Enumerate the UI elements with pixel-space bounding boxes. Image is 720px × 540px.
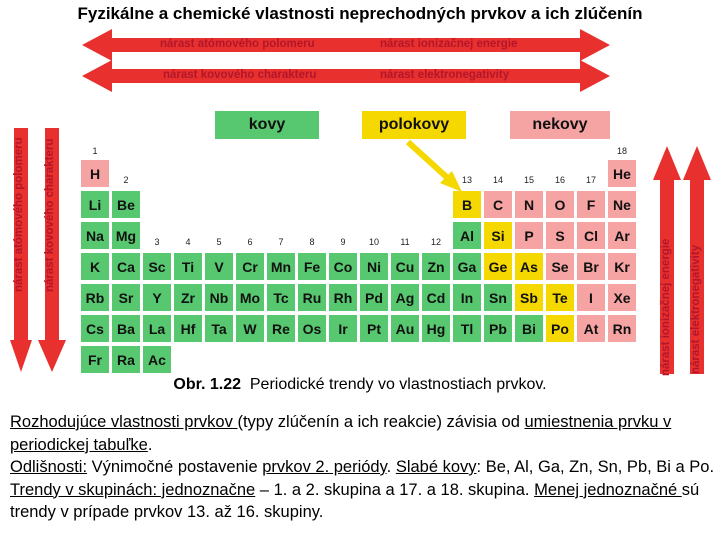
- element-cell: Ni: [360, 253, 388, 280]
- element-cell: V: [205, 253, 233, 280]
- group-number: 13: [461, 175, 472, 185]
- element-cell: Bi: [515, 315, 543, 342]
- text-segment: sú trendy v prípade prvkov 13. až 16. skupiny.: [10, 480, 700, 521]
- text-segment: : Be, Al, Ga, Zn, Sn, Pb, Bi a Po.: [476, 458, 715, 476]
- element-cell: N: [515, 191, 543, 218]
- element-cell: F: [577, 191, 605, 218]
- text-segment: Trendy v skupinách: jednoznačne: [10, 480, 256, 499]
- left-arrow-label-2: nárast kovového charakteru: [44, 138, 56, 292]
- element-cell: Fe: [298, 253, 326, 280]
- left-arrow-2-head: [38, 340, 66, 372]
- element-cell: Mo: [236, 284, 264, 311]
- element-cell: Be: [112, 191, 140, 218]
- element-cell: Br: [577, 253, 605, 280]
- right-arrow-label-2: nárast elektronegativity: [690, 244, 702, 374]
- element-cell: Pt: [360, 315, 388, 342]
- group-number: 11: [400, 237, 410, 247]
- element-cell: Cl: [577, 222, 605, 249]
- element-cell: Ar: [608, 222, 636, 249]
- element-cell: Ca: [112, 253, 140, 280]
- legend-nonmetals: nekovy: [510, 111, 610, 139]
- text-segment: Menej jednoznačné: [534, 480, 682, 499]
- legend-metals: kovy: [215, 111, 319, 139]
- element-cell: Xe: [608, 284, 636, 311]
- element-cell: Rb: [81, 284, 109, 311]
- element-cell: Ra: [112, 346, 140, 373]
- element-cell: Nb: [205, 284, 233, 311]
- element-cell: Mg: [112, 222, 140, 249]
- group-number: 16: [554, 175, 565, 185]
- group-number: 4: [185, 237, 191, 247]
- group-number: 18: [616, 146, 627, 156]
- element-cell: Y: [143, 284, 171, 311]
- element-cell: Sb: [515, 284, 543, 311]
- element-cell: Te: [546, 284, 574, 311]
- element-cell: K: [81, 253, 109, 280]
- right-arrow-1-head: [653, 146, 681, 180]
- text-segment: .: [386, 458, 396, 476]
- element-cell: Au: [391, 315, 419, 342]
- group-number: 5: [216, 237, 222, 247]
- element-cell: P: [515, 222, 543, 249]
- element-cell: Li: [81, 191, 109, 218]
- element-cell: Zn: [422, 253, 450, 280]
- figure-caption: [0, 376, 720, 394]
- group-number: 12: [430, 237, 441, 247]
- element-cell: In: [453, 284, 481, 311]
- group-number: 15: [523, 175, 534, 185]
- right-arrow-label-1: nárast ionizačnej energie: [660, 238, 672, 376]
- text-segment: prvkov 2. periódy: [262, 458, 387, 476]
- element-cell: Sn: [484, 284, 512, 311]
- element-cell: Ta: [205, 315, 233, 342]
- element-cell: As: [515, 253, 543, 280]
- element-cell: Sc: [143, 253, 171, 280]
- element-cell: Hf: [174, 315, 202, 342]
- element-cell: Se: [546, 253, 574, 280]
- group-number: 14: [492, 175, 503, 185]
- element-cell: Re: [267, 315, 295, 342]
- left-arrow-label-1: nárast atómového polomeru: [13, 137, 25, 292]
- arrow-label-metallic-character: nárast kovového charakteru: [163, 69, 317, 81]
- metalloid-pointer-shaft: [408, 142, 452, 182]
- element-cell: S: [546, 222, 574, 249]
- group-number: 17: [585, 175, 596, 185]
- group-number: 8: [309, 237, 315, 247]
- caption-label: Obr. 1.22: [173, 376, 241, 393]
- element-cell: Cd: [422, 284, 450, 311]
- element-cell: Fr: [81, 346, 109, 373]
- top-arrow-2: [82, 60, 610, 92]
- group-number: 1: [92, 146, 98, 156]
- element-cell: Pd: [360, 284, 388, 311]
- element-cell: Ag: [391, 284, 419, 311]
- element-cell: W: [236, 315, 264, 342]
- arrow-label-ionization-energy: nárast ionizačnej energie: [380, 38, 518, 50]
- text-segment: Odlišnosti:: [10, 458, 88, 476]
- element-cell: I: [577, 284, 605, 311]
- element-cell: La: [143, 315, 171, 342]
- text-segment: umiestnenia prvku v periodickej tabuľke: [10, 413, 672, 454]
- caption-text: Periodické trendy vo vlastnostiach prvkov.: [249, 376, 547, 393]
- group-number: 10: [368, 237, 379, 247]
- element-cell: Ac: [143, 346, 171, 373]
- element-cell: Ga: [453, 253, 481, 280]
- page-title: Fyzikálne a chemické vlastnosti neprechodných prvkov a ich zlúčenín: [77, 4, 643, 23]
- group-number: 3: [154, 237, 160, 247]
- element-cell: Rn: [608, 315, 636, 342]
- element-cell: Co: [329, 253, 357, 280]
- element-cell: He: [608, 160, 636, 187]
- element-cell: Pb: [484, 315, 512, 342]
- text-segment: (typy zlúčenín a ich reakcie) závisia od: [237, 413, 525, 431]
- element-cell: Cs: [81, 315, 109, 342]
- text-segment: – 1. a 2. skupina a 17. a 18. skupina.: [255, 480, 535, 499]
- arrow-label-electronegativity: nárast elektronegativity: [380, 69, 510, 81]
- element-cell: B: [453, 191, 481, 218]
- body-text: [10, 411, 716, 524]
- element-cell: Ne: [608, 191, 636, 218]
- element-cell: Mn: [267, 253, 295, 280]
- group-number: 7: [278, 237, 284, 247]
- element-cell: Sr: [112, 284, 140, 311]
- element-cell: Cr: [236, 253, 264, 280]
- text-segment: .: [147, 435, 153, 454]
- element-cell: Si: [484, 222, 512, 249]
- element-cell: Os: [298, 315, 326, 342]
- element-cell: Kr: [608, 253, 636, 280]
- right-arrow-2-head: [683, 146, 711, 180]
- text-segment: Slabé kovy: [395, 458, 477, 476]
- element-cell: At: [577, 315, 605, 342]
- element-cell: Ge: [484, 253, 512, 280]
- element-cell: Al: [453, 222, 481, 249]
- legend-metalloids: polokovy: [362, 111, 466, 139]
- element-cell: Tc: [267, 284, 295, 311]
- element-cell: O: [546, 191, 574, 218]
- element-cell: H: [81, 160, 109, 187]
- element-cell: Ir: [329, 315, 357, 342]
- text-segment: Rozhodujúce vlastnosti prvkov: [10, 413, 238, 431]
- element-cell: Tl: [453, 315, 481, 342]
- element-cell: Rh: [329, 284, 357, 311]
- element-cell: Po: [546, 315, 574, 342]
- group-number: 9: [340, 237, 346, 247]
- text-segment: Výnimočné postavenie: [87, 458, 263, 476]
- element-cell: Hg: [422, 315, 450, 342]
- group-number: 6: [247, 237, 253, 247]
- element-cell: Ba: [112, 315, 140, 342]
- element-cell: C: [484, 191, 512, 218]
- arrow-label-atomic-radius: nárast atómového polomeru: [160, 38, 315, 50]
- group-number: 2: [123, 175, 129, 185]
- element-cell: Ti: [174, 253, 202, 280]
- element-cell: Ru: [298, 284, 326, 311]
- element-cell: Cu: [391, 253, 419, 280]
- element-cell: Zr: [174, 284, 202, 311]
- element-cell: Na: [81, 222, 109, 249]
